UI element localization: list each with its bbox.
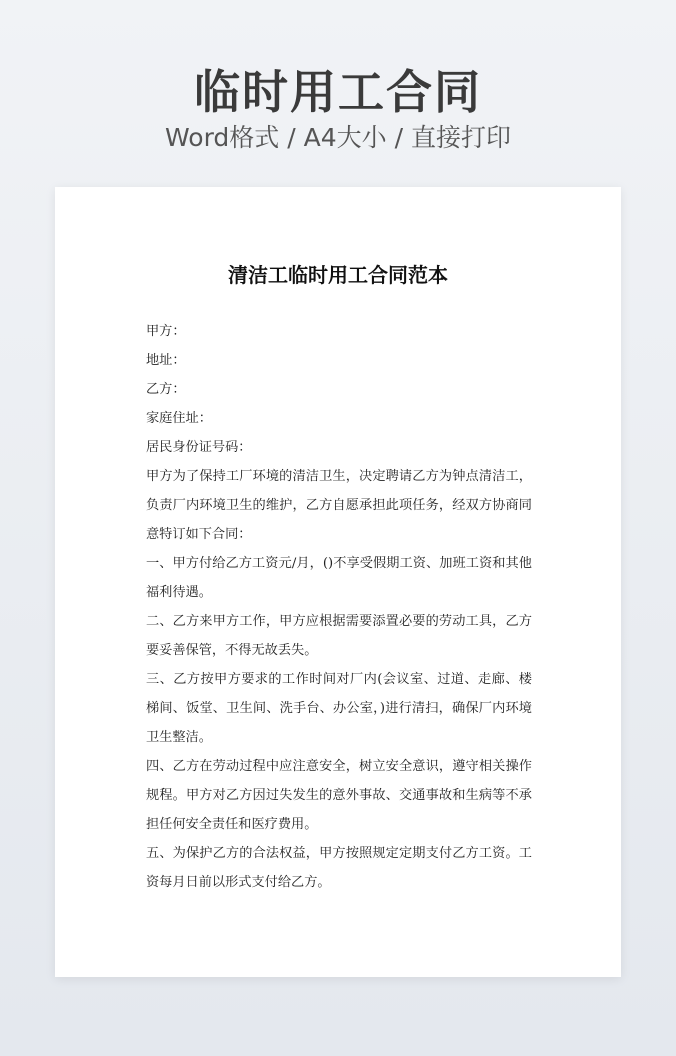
clause-2: 二、乙方来甲方工作，甲方应根据需要添置必要的劳动工具，乙方要妥善保管，不得无故丢失。 [146, 614, 532, 658]
banner-title: 临时用工合同 [194, 65, 482, 119]
field-party-a: 甲方： [146, 324, 186, 339]
clause-3: 三、乙方按甲方要求的工作时间对厂内(会议室、过道、走廊、楼梯间、饭堂、卫生间、洗手台、办公室，)进行清扫，确保厂内环境卫生整洁。 [146, 672, 532, 745]
document-title: 清洁工临时用工合同范本 [228, 263, 448, 287]
clause-1: 一、甲方付给乙方工资元/月，()不享受假期工资、加班工资和其他福利待遇。 [146, 556, 532, 600]
field-home-address: 家庭住址： [146, 411, 212, 426]
document-body [146, 317, 532, 897]
field-id-number: 居民身份证号码： [146, 440, 252, 455]
document-page [55, 187, 621, 977]
banner-subtitle: Word格式 / A4大小 / 直接打印 [165, 123, 511, 152]
clause-4: 四、乙方在劳动过程中应注意安全，树立安全意识，遵守相关操作规程。甲方对乙方因过失发生的意外事故、交通事故和生病等不承担任何安全责任和医疗费用。 [146, 759, 532, 832]
field-address: 地址： [146, 353, 186, 368]
intro-paragraph: 甲方为了保持工厂环境的清洁卫生，决定聘请乙方为钟点清洁工，负责厂内环境卫生的维护，乙方自愿承担此项任务，经双方协商同意特订如下合同： [146, 469, 532, 542]
clause-5: 五、为保护乙方的合法权益，甲方按照规定定期支付乙方工资。工资每月日前以形式支付给乙方。 [146, 846, 532, 890]
field-party-b: 乙方： [146, 382, 186, 397]
